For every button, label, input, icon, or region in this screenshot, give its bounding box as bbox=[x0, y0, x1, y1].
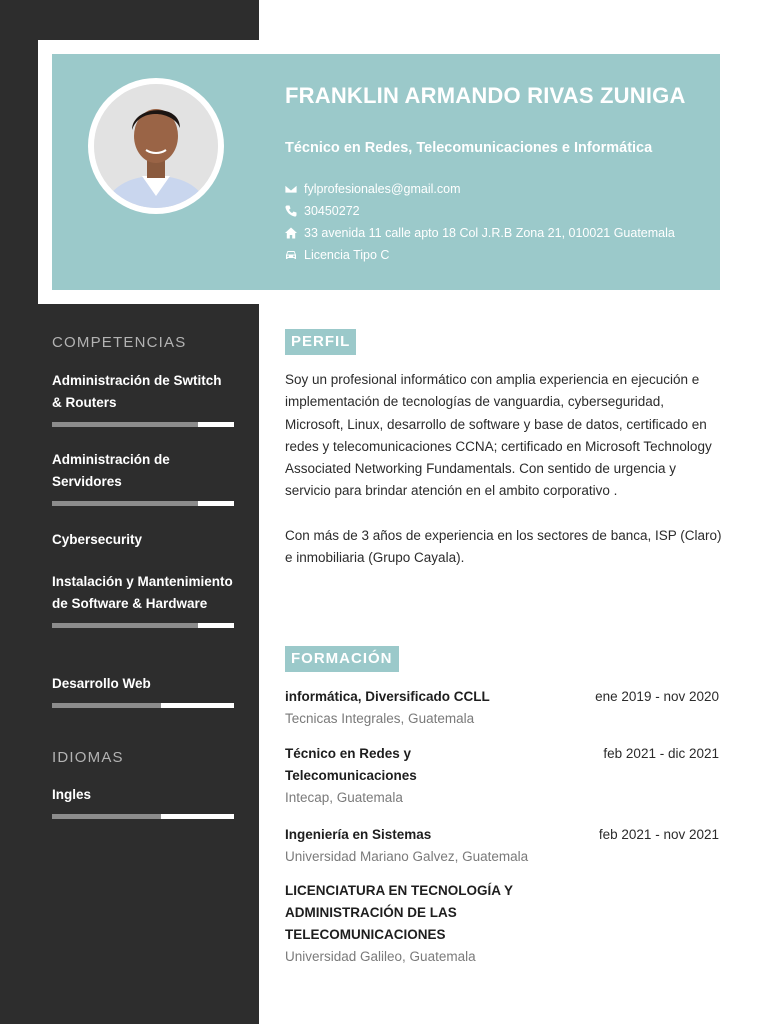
envelope-icon bbox=[285, 183, 304, 195]
skill-label: Administración de Servidores bbox=[52, 452, 170, 489]
home-icon bbox=[285, 227, 304, 239]
education-item bbox=[285, 880, 719, 968]
avatar bbox=[94, 84, 218, 208]
car-icon bbox=[285, 249, 304, 261]
education-date: feb 2021 - dic 2021 bbox=[603, 746, 719, 761]
language-label: Ingles bbox=[52, 787, 92, 802]
skill-item bbox=[52, 529, 234, 551]
education-title: LICENCIATURA EN TECNOLOGÍA Y ADMINISTRACIÓN DE LAS TELECOMUNICACIONES bbox=[285, 883, 513, 942]
skill-level-bar bbox=[52, 703, 234, 708]
profile-paragraph: Soy un profesional informático con amplia experiencia en ejecución e implementación de tecnologías de vanguardia, cyberseguridad, Microsoft, Linux, desarrollo de software y base de datos, certificado en redes y telecomunicaciones CCNA; certificado en Microsoft Technology Associated Networking Fundamentals. Con sentido de urgencia y servicio para brindar atención en el ambito corporativo . bbox=[285, 372, 712, 499]
competencias-heading: COMPETENCIAS bbox=[52, 334, 187, 351]
candidate-name: FRANKLIN ARMANDO RIVAS ZUNIGA bbox=[285, 83, 686, 108]
skill-level-fill bbox=[52, 501, 198, 506]
skill-item bbox=[52, 449, 234, 506]
language-level-fill bbox=[52, 814, 161, 819]
skill-label: Administración de Swtitch & Routers bbox=[52, 373, 222, 410]
skill-level-bar bbox=[52, 422, 234, 427]
contact-phone[interactable] bbox=[285, 200, 675, 222]
education-item bbox=[285, 824, 719, 868]
profile-paragraph: Con más de 3 años de experiencia en los sectores de banca, ISP (Claro) e inmobiliaria (Grupo Cayala). bbox=[285, 527, 722, 566]
education-item bbox=[285, 686, 719, 730]
skill-level-bar bbox=[52, 623, 234, 628]
education-place: Universidad Mariano Galvez, Guatemala bbox=[285, 849, 529, 864]
contact-license-text: Licencia Tipo C bbox=[304, 248, 390, 262]
education-title: Ingeniería en Sistemas bbox=[285, 827, 432, 842]
education-date: ene 2019 - nov 2020 bbox=[595, 689, 719, 704]
skill-item bbox=[52, 571, 234, 628]
profile-summary bbox=[285, 369, 725, 569]
contact-address-text: 33 avenida 11 calle apto 18 Col J.R.B Zona 21, 010021 Guatemala bbox=[304, 226, 675, 240]
contact-license bbox=[285, 244, 675, 266]
skill-level-fill bbox=[52, 703, 161, 708]
language-item bbox=[52, 784, 234, 819]
language-level-bar bbox=[52, 814, 234, 819]
education-place: Universidad Galileo, Guatemala bbox=[285, 949, 476, 964]
contact-email-text: fylprofesionales@gmail.com bbox=[304, 182, 461, 196]
idiomas-heading: IDIOMAS bbox=[52, 749, 124, 766]
skill-label: Cybersecurity bbox=[52, 532, 143, 547]
profile-photo bbox=[88, 78, 224, 214]
education-place: Intecap, Guatemala bbox=[285, 790, 403, 805]
skill-level-bar bbox=[52, 501, 234, 506]
formacion-heading: FORMACIÓN bbox=[285, 646, 399, 672]
education-date: feb 2021 - nov 2021 bbox=[598, 827, 719, 842]
skill-label: Desarrollo Web bbox=[52, 676, 151, 691]
contact-address bbox=[285, 222, 675, 244]
contact-email[interactable] bbox=[285, 178, 675, 200]
education-item bbox=[285, 743, 719, 809]
phone-icon bbox=[285, 205, 304, 217]
education-title: informática, Diversificado CCLL bbox=[285, 689, 490, 704]
skill-item bbox=[52, 370, 234, 427]
contact-list bbox=[285, 178, 675, 266]
education-place: Tecnicas Integrales, Guatemala bbox=[285, 711, 475, 726]
skill-label: Instalación y Mantenimiento de Software & Hardware bbox=[52, 574, 233, 611]
skill-level-fill bbox=[52, 422, 198, 427]
skill-item bbox=[52, 673, 234, 708]
contact-phone-text: 30450272 bbox=[304, 204, 360, 218]
job-title: Técnico en Redes, Telecomunicaciones e Informática bbox=[285, 140, 653, 156]
perfil-heading: PERFIL bbox=[285, 329, 356, 355]
education-title: Técnico en Redes y Telecomunicaciones bbox=[285, 746, 417, 783]
skill-level-fill bbox=[52, 623, 198, 628]
